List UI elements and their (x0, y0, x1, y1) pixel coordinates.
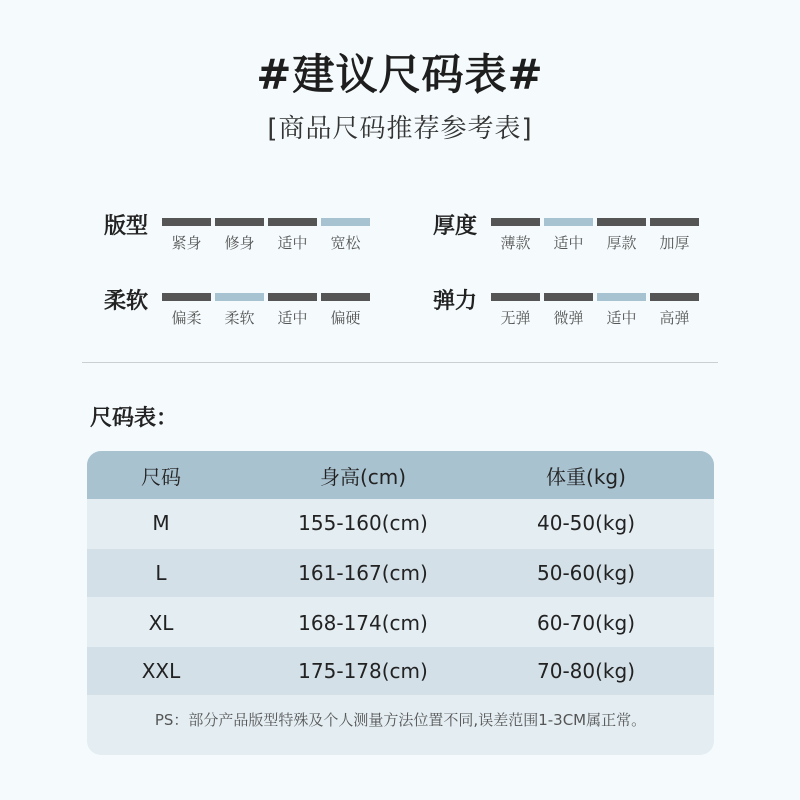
scale-option (162, 209, 211, 253)
column-header-weight: 体重(kg) (546, 464, 626, 489)
scale-bar (650, 218, 699, 226)
scale-bar (268, 218, 317, 226)
table-header-row (87, 451, 714, 499)
attribute-label: 版型 (104, 214, 149, 239)
scale-option-label: 偏硬 (330, 309, 361, 327)
cell-size: XXL (141, 659, 181, 683)
table-row (87, 499, 714, 547)
scale-option (650, 209, 699, 253)
attribute-fit (104, 209, 424, 259)
scale-option-label: 适中 (606, 309, 637, 327)
attribute-scale (491, 284, 711, 328)
scale-option-label: 薄款 (500, 234, 531, 252)
scale-bar (321, 218, 370, 226)
scale-option-label: 高弹 (659, 309, 690, 327)
table-row (87, 599, 714, 647)
scale-option-label: 适中 (553, 234, 584, 252)
scale-option (321, 284, 370, 328)
attribute-softness (104, 284, 424, 334)
scale-bar (162, 218, 211, 226)
scale-option (597, 284, 646, 328)
scale-option-label: 柔软 (224, 309, 255, 327)
scale-option (268, 284, 317, 328)
cell-height: 161-167(cm) (298, 561, 428, 585)
scale-option (491, 284, 540, 328)
attribute-scale (491, 209, 711, 253)
scale-bar (491, 218, 540, 226)
cell-height: 155-160(cm) (298, 511, 428, 535)
scale-option (162, 284, 211, 328)
cell-height: 168-174(cm) (298, 611, 428, 635)
scale-option (215, 284, 264, 328)
scale-bar (162, 293, 211, 301)
attribute-scale (162, 284, 382, 328)
cell-size: XL (148, 611, 174, 635)
scale-option-label: 适中 (277, 234, 308, 252)
cell-size: L (155, 561, 167, 585)
scale-bar (597, 218, 646, 226)
table-row (87, 549, 714, 597)
attribute-label: 柔软 (104, 289, 149, 314)
table-row (87, 647, 714, 695)
scale-option-label: 厚款 (606, 234, 637, 252)
cell-size: M (152, 511, 170, 535)
cell-weight: 40-50(kg) (537, 511, 635, 535)
scale-option (544, 284, 593, 328)
scale-option-label: 宽松 (330, 234, 361, 252)
scale-option (491, 209, 540, 253)
size-note: PS：部分产品版型特殊及个人测量方法位置不同,误差范围1-3CM属正常。 (154, 711, 647, 729)
scale-option (544, 209, 593, 253)
section-divider (82, 362, 718, 363)
scale-bar (544, 218, 593, 226)
scale-option-label: 适中 (277, 309, 308, 327)
scale-option (650, 284, 699, 328)
cell-weight: 50-60(kg) (537, 561, 635, 585)
attribute-elasticity (433, 284, 753, 334)
size-table-heading: 尺码表： (90, 406, 179, 431)
cell-weight: 70-80(kg) (537, 659, 635, 683)
attribute-scale (162, 209, 382, 253)
size-table (87, 451, 714, 755)
scale-option-label: 偏柔 (171, 309, 202, 327)
attribute-label: 厚度 (433, 214, 478, 239)
cell-weight: 60-70(kg) (537, 611, 635, 635)
scale-option-label: 修身 (224, 234, 255, 252)
scale-option (268, 209, 317, 253)
column-header-height: 身高(cm) (319, 464, 407, 489)
scale-bar (321, 293, 370, 301)
scale-bar (268, 293, 317, 301)
column-header-size: 尺码 (141, 464, 181, 489)
scale-bar (215, 218, 264, 226)
scale-bar (491, 293, 540, 301)
scale-option (215, 209, 264, 253)
scale-bar (544, 293, 593, 301)
scale-option (321, 209, 370, 253)
scale-bar (597, 293, 646, 301)
page-subtitle: [商品尺码推荐参考表] (267, 114, 533, 144)
scale-bar (215, 293, 264, 301)
scale-option-label: 紧身 (171, 234, 202, 252)
scale-option (597, 209, 646, 253)
attribute-thickness (433, 209, 753, 259)
scale-option-label: 微弹 (553, 309, 584, 327)
scale-option-label: 加厚 (659, 234, 690, 252)
scale-bar (650, 293, 699, 301)
attribute-label: 弹力 (433, 289, 478, 314)
page-title: #建议尺码表# (256, 50, 544, 99)
scale-option-label: 无弹 (500, 309, 531, 327)
cell-height: 175-178(cm) (298, 659, 428, 683)
